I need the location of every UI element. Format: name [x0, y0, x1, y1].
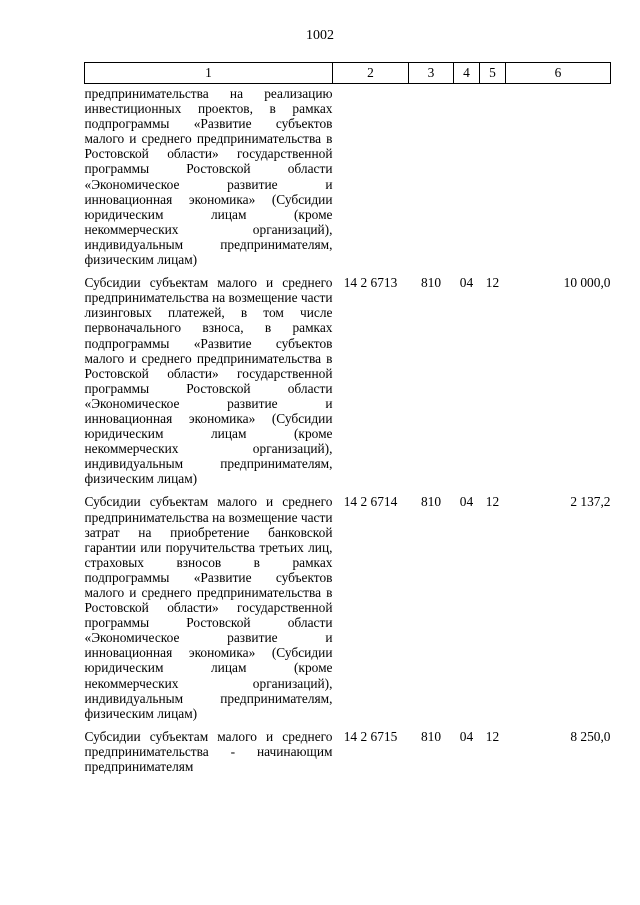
- column-header-1: 1: [85, 63, 333, 84]
- row-expense-type: 810: [420, 275, 442, 291]
- row-name: Субсидии субъектам малого и среднего предпринимательства - начинающим предпринимателям: [84, 728, 333, 775]
- row-expense-type: 810: [420, 728, 442, 744]
- row-subsection: 12: [485, 275, 500, 291]
- row-section: [454, 84, 480, 276]
- table-row: [85, 275, 611, 494]
- page-number: 1002: [306, 28, 334, 43]
- row-section: 04: [459, 494, 474, 510]
- table-header-row: [85, 63, 611, 84]
- table-row: [85, 494, 611, 728]
- row-name: Субсидии субъектам малого и среднего предпринимательства на возмещение части затрат на приобретение банковской гарантии или поручительства третьих лиц, страховых взносов в рамках подпрограммы «Развитие субъектов малого и среднего предпринимательства в Ростовской области» государственной программы Ростовской области «Экономическое развитие и инновационная экономика» (Субсидии юридическим лицам (кроме некоммерческих организаций), индивидуальным предпринимателям, физическим лицам): [84, 494, 333, 721]
- table-row: [85, 729, 611, 782]
- row-expense-type: [409, 84, 454, 276]
- row-subsection: 12: [485, 728, 500, 744]
- row-target-code: 14 2 6714: [343, 494, 398, 510]
- budget-table: [84, 62, 611, 782]
- row-amount: 8 250,0: [570, 728, 611, 744]
- row-name: Субсидии субъектам малого и среднего предпринимательства на возмещение части лизинговых платежей, в том числе первоначального взноса, в рамках подпрограммы «Развитие субъектов малого и среднего предпринимательства в Ростовской области» государственной программы Ростовской области «Экономическое развитие и инновационная экономика» (Субсидии юридическим лицам (кроме некоммерческих организаций), индивидуальным предпринимателям, физическим лицам): [84, 275, 333, 487]
- table-row: [85, 84, 611, 276]
- row-expense-type: 810: [420, 494, 442, 510]
- column-header-4: 4: [454, 63, 480, 84]
- row-section: 04: [459, 275, 474, 291]
- row-amount: 10 000,0: [563, 275, 611, 291]
- row-amount: [506, 84, 611, 276]
- column-header-6: 6: [506, 63, 611, 84]
- row-name: предпринимательства на реализацию инвестиционных проектов, в рамках подпрограммы «Развитие субъектов малого и среднего предпринимательства в Ростовской области» государственной программы Ростовской области «Экономическое развитие и инновационная экономика» (Субсидии юридическим лицам (кроме некоммерческих организаций), индивидуальным предпринимателям, физическим лицам): [84, 86, 333, 268]
- row-subsection: 12: [485, 494, 500, 510]
- row-amount: 2 137,2: [570, 494, 611, 510]
- column-header-2: 2: [333, 63, 409, 84]
- row-subsection: [480, 84, 506, 276]
- row-target-code: 14 2 6713: [343, 275, 398, 291]
- column-header-3: 3: [409, 63, 454, 84]
- column-header-5: 5: [480, 63, 506, 84]
- row-target-code: 14 2 6715: [343, 728, 398, 744]
- row-section: 04: [459, 728, 474, 744]
- row-target-code: [333, 84, 409, 276]
